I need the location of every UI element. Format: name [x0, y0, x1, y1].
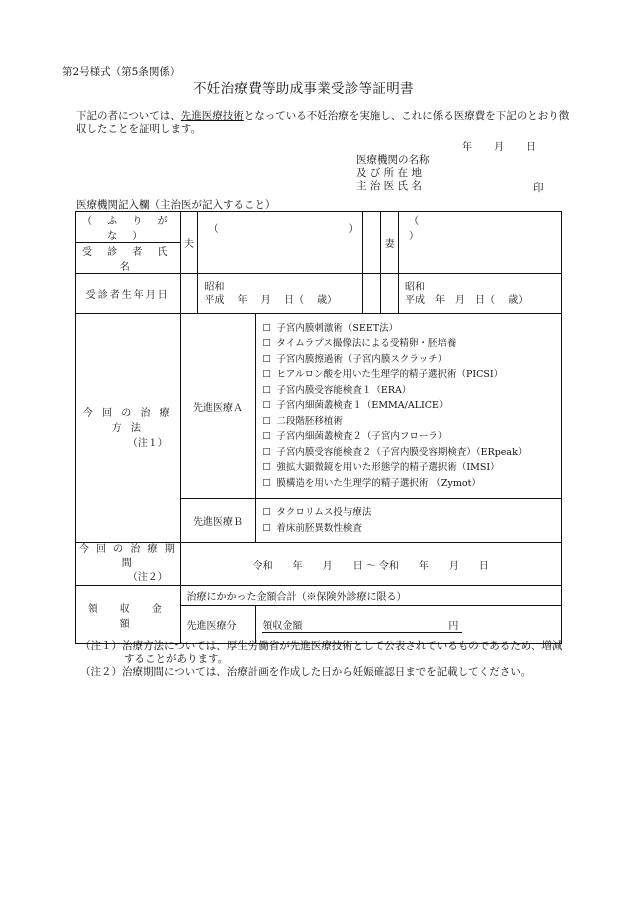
husband-furigana-field[interactable] — [198, 212, 363, 243]
checkbox-icon[interactable]: ☐ — [262, 384, 271, 396]
paren-open: （ — [208, 223, 219, 235]
advanced-a-item-label: ヒアルロン酸を用いた生理学的精子選択術（PICSI） — [276, 369, 504, 381]
doctor-name-label: 主 治 医 氏 名 — [356, 180, 422, 192]
treatment-period-field[interactable]: 令和 年 月 日 〜 令和 年 月 日 — [180, 543, 561, 586]
advanced-a-item[interactable] — [262, 321, 561, 337]
advanced-a-list — [256, 314, 562, 499]
advanced-b-list — [256, 499, 562, 543]
yen-unit: 円 — [448, 620, 459, 632]
wife-furigana-field[interactable] — [399, 212, 562, 243]
advanced-a-item-label: 二段階胚移植術 — [276, 415, 343, 427]
checkbox-icon[interactable]: ☐ — [262, 522, 271, 534]
checkbox-icon[interactable]: ☐ — [262, 507, 271, 518]
husband-name-field[interactable] — [198, 243, 363, 274]
amount-label: 領 収 金 額 — [76, 586, 181, 644]
advanced-share-label: 先進医療分 — [180, 606, 256, 644]
certification-date[interactable] — [462, 138, 536, 153]
advanced-a-item-label: 子宮内膜受容能検査１（ERA） — [276, 384, 412, 396]
advanced-a-item-label: タイムラプス撮像法による受精卵・胚培養 — [276, 338, 457, 350]
advanced-a-item[interactable] — [262, 336, 561, 352]
paren-close: ） — [409, 231, 420, 243]
intro-part2: となっている不妊治療を実施し、これに係る医療費を下記のとおり徴収したことを証明します。 — [76, 110, 570, 135]
paren-close: ） — [348, 223, 359, 235]
intro-part1: 下記の者については、 — [76, 110, 181, 122]
advanced-b-item[interactable] — [262, 521, 561, 537]
treatment-method-label: 今 回 の 治 療 方 法 （注１） — [76, 314, 181, 543]
advanced-b-item[interactable] — [262, 505, 561, 521]
checkbox-icon[interactable]: ☐ — [262, 353, 271, 365]
intro-paragraph — [76, 110, 572, 136]
advanced-a-item[interactable] — [262, 445, 561, 461]
advanced-a-item[interactable] — [262, 476, 561, 492]
wife-label: 妻 — [381, 212, 399, 274]
paren-open: （ — [409, 216, 420, 228]
advanced-a-item-label: 強拡大顕微鏡を用いた形態学的精子選択術（IMSI） — [276, 462, 500, 474]
advanced-a-label: 先進医療Ａ — [180, 314, 256, 499]
era-showa: 昭和 — [405, 281, 426, 293]
checkbox-icon[interactable]: ☐ — [262, 431, 271, 443]
era-heisei: 平成 年 月 日（ 歳） — [204, 294, 338, 306]
name-label: 受 診 者 氏 名 — [76, 243, 181, 274]
seal-mark: 印 — [533, 182, 544, 194]
advanced-b-item-label: タクロリムス投与療法 — [276, 507, 372, 518]
advanced-a-item-label: 子宮内膜刺激術（SEET法） — [276, 322, 399, 334]
date-year: 年 — [462, 142, 472, 153]
advanced-a-item[interactable] — [262, 398, 561, 414]
checkbox-icon[interactable]: ☐ — [262, 446, 271, 458]
advanced-a-item-label: 子宮内膜擦過術（子宮内膜スクラッチ） — [276, 353, 448, 365]
dob-label: 受診者生年月日 — [76, 274, 181, 314]
certificate-table — [75, 211, 562, 644]
checkbox-icon[interactable]: ☐ — [262, 415, 271, 427]
treatment-period-label: 今 回 の 治 療 期 間 （注２） — [76, 543, 181, 586]
table-caption: 医療機関記入欄（主治医が記入すること） — [76, 199, 276, 211]
advanced-a-item[interactable] — [262, 414, 561, 430]
advanced-a-item[interactable] — [262, 429, 561, 445]
wife-name-field[interactable] — [399, 243, 562, 274]
advanced-b-item-label: 着床前胚異数性検査 — [276, 522, 362, 534]
institution-block — [356, 154, 430, 193]
advanced-a-item[interactable] — [262, 460, 561, 476]
checkbox-icon[interactable]: ☐ — [262, 462, 271, 474]
advanced-a-item[interactable] — [262, 367, 561, 383]
husband-dob-field[interactable] — [198, 274, 363, 314]
institution-name-label: 医療機関の名称 — [356, 154, 430, 166]
checkbox-icon[interactable]: ☐ — [262, 400, 271, 412]
wife-dob-field[interactable] — [399, 274, 562, 314]
advanced-a-item-label: 膜構造を用いた生理学的精子選択術 （Zymot） — [276, 477, 481, 489]
form-number: 第2号様式（第5条関係） — [62, 66, 181, 78]
intro-underlined: 先進医療技術 — [180, 110, 244, 122]
date-month: 月 — [494, 142, 504, 153]
advanced-a-item-label: 子宮内膜受容能検査２（子宮内膜受容期検査）（ERpeak） — [276, 446, 528, 458]
checkbox-icon[interactable]: ☐ — [262, 338, 271, 350]
date-day: 日 — [526, 142, 536, 153]
amount-total-label: 治療にかかった金額合計（※保険外診療に限る） — [180, 586, 561, 606]
advanced-a-item-label: 子宮内細菌叢検査１（EMMA/ALICE） — [276, 400, 449, 412]
advanced-a-item[interactable] — [262, 352, 561, 368]
checkbox-icon[interactable]: ☐ — [262, 477, 271, 489]
husband-label: 夫 — [180, 212, 198, 274]
furigana-label: （ ふ り が な ） — [76, 212, 181, 243]
notes — [80, 640, 570, 679]
received-label: 領収金額 — [262, 620, 303, 632]
received-amount-field[interactable] — [256, 606, 562, 644]
era-showa: 昭和 — [204, 281, 225, 293]
advanced-a-item[interactable] — [262, 383, 561, 399]
page-title: 不妊治療費等助成事業受診等証明書 — [193, 81, 414, 97]
note-2: （注２）治療期間については、治療計画を作成した日から妊娠確認日までを記載してください。 — [80, 666, 532, 678]
checkbox-icon[interactable]: ☐ — [262, 369, 271, 381]
era-heisei: 平成 年 月 日（ 歳） — [405, 294, 529, 306]
advanced-a-item-label: 子宮内細菌叢検査２（子宮内フローラ） — [276, 431, 448, 443]
institution-address-label: 及 び 所 在 地 — [356, 167, 422, 179]
note-1: （注１）治療方法については、厚生労働省が先進医療技術として公表されているものであるため、増減することがあります。 — [80, 640, 563, 665]
checkbox-icon[interactable]: ☐ — [262, 322, 271, 334]
advanced-b-label: 先進医療Ｂ — [180, 499, 256, 543]
